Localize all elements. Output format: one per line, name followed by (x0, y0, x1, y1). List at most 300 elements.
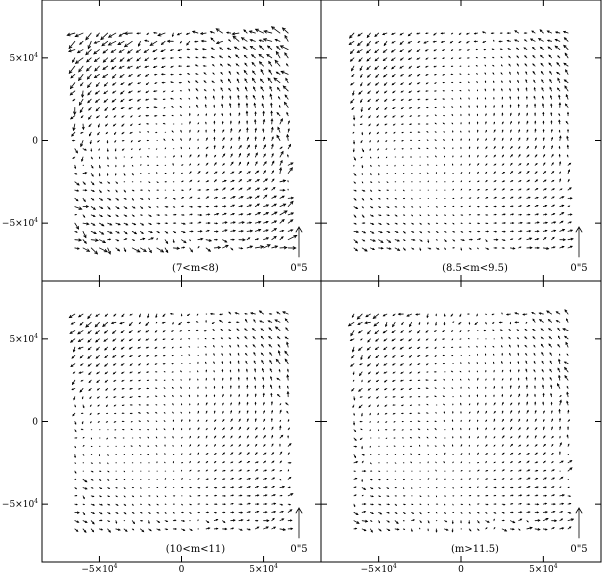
vector (71, 364, 75, 367)
vector (108, 488, 110, 489)
vector (99, 496, 101, 497)
vector (198, 164, 199, 165)
vector (459, 41, 461, 42)
vector-head (73, 140, 74, 141)
vector-head (510, 97, 511, 98)
vector (402, 140, 403, 141)
vector (477, 206, 478, 207)
vector (244, 70, 247, 74)
vector (116, 231, 119, 233)
vector (119, 66, 124, 68)
vector (502, 138, 503, 140)
vector (494, 197, 496, 198)
vector (417, 58, 420, 59)
vector (154, 107, 157, 108)
vector (555, 46, 560, 49)
vector (282, 28, 288, 33)
vector-head (385, 116, 386, 117)
vector (264, 205, 269, 207)
vector (568, 170, 570, 173)
vector-head (426, 58, 427, 59)
vector (247, 238, 250, 240)
vector (452, 107, 453, 108)
vector-head (122, 116, 123, 117)
vector (502, 122, 503, 124)
vector (173, 214, 175, 215)
vector (132, 198, 133, 200)
vector (244, 55, 247, 57)
vector (401, 91, 403, 92)
vector (534, 80, 535, 82)
vector (131, 429, 132, 430)
vector (477, 214, 479, 215)
vector (519, 113, 520, 115)
vector (494, 164, 496, 165)
vector (75, 165, 76, 168)
vector (401, 99, 403, 100)
vector (453, 215, 454, 216)
vector (403, 190, 404, 191)
vector-head (535, 121, 536, 122)
vector (409, 66, 411, 68)
vector (254, 120, 255, 124)
vector-head (470, 248, 471, 249)
vector (502, 155, 503, 157)
vector (535, 197, 538, 198)
vector (379, 223, 381, 224)
vector (477, 147, 478, 149)
vector (116, 190, 117, 192)
vector-head (426, 66, 427, 67)
vector (196, 74, 198, 75)
vector (73, 372, 74, 373)
vector (94, 50, 100, 54)
vector (501, 73, 502, 74)
vector-head (107, 175, 108, 176)
vector (206, 189, 208, 190)
vector (552, 163, 554, 165)
vector (357, 50, 362, 53)
vector (98, 124, 99, 127)
vector-head (527, 105, 528, 106)
vector-head (109, 521, 110, 522)
vector (353, 149, 354, 152)
vector (277, 113, 280, 116)
vector (274, 78, 280, 83)
vector (120, 58, 124, 61)
vector (494, 138, 495, 140)
vector (362, 215, 364, 217)
vector (132, 215, 134, 216)
vector (178, 50, 181, 51)
vector (486, 189, 487, 190)
vector (239, 230, 243, 231)
vector (155, 115, 157, 116)
vector (137, 33, 140, 34)
vector (188, 81, 189, 82)
vector-head (114, 405, 115, 406)
vector (99, 488, 101, 489)
vector-head (205, 90, 206, 91)
vector (131, 413, 133, 414)
vector-head (188, 74, 189, 75)
vector-head (174, 198, 175, 199)
vector (245, 63, 247, 66)
vector (264, 145, 266, 149)
vector (350, 58, 353, 61)
vector-head (559, 155, 560, 156)
vector (83, 240, 86, 244)
vector (70, 331, 75, 334)
vector (441, 33, 444, 34)
vector-head (146, 115, 147, 116)
vector (121, 91, 124, 94)
vector (362, 132, 363, 134)
vector-head (503, 164, 504, 165)
vector (469, 189, 470, 190)
vector-head (485, 81, 486, 82)
vector (272, 188, 275, 191)
vector (376, 91, 378, 93)
vector (91, 190, 94, 191)
vector-head (535, 113, 536, 114)
vector (386, 132, 387, 133)
vector (239, 180, 241, 182)
vector (384, 66, 387, 69)
vector (452, 50, 453, 51)
vector-head (190, 130, 191, 131)
vector-head (166, 223, 167, 224)
vector (182, 190, 184, 191)
vector-head (520, 181, 521, 182)
vector (264, 213, 269, 215)
vector-head (388, 207, 389, 208)
vector (253, 96, 255, 100)
vector (559, 155, 560, 157)
vector (153, 50, 157, 52)
vector (354, 190, 356, 191)
vector-head (429, 232, 430, 233)
vector (493, 73, 494, 74)
vector (113, 74, 116, 78)
vector (161, 50, 165, 52)
vector (256, 29, 264, 33)
vector (527, 155, 529, 157)
vector (261, 87, 264, 91)
vector (188, 74, 190, 75)
vector (75, 455, 76, 458)
vector (103, 322, 108, 326)
vector-head (478, 189, 479, 190)
vector-head (496, 247, 497, 248)
vector (182, 223, 185, 224)
vector (452, 115, 453, 116)
vector (198, 206, 201, 207)
vector (526, 80, 527, 83)
vector (75, 231, 77, 232)
vector (502, 231, 505, 232)
vector (461, 215, 462, 216)
vector-head (175, 223, 176, 224)
vector (81, 83, 83, 86)
vector (552, 197, 554, 198)
vector (182, 247, 185, 248)
vector (239, 121, 240, 124)
vector (87, 58, 91, 62)
vector (477, 74, 478, 75)
vector-head (459, 50, 460, 51)
vector (72, 132, 75, 136)
vector (272, 171, 274, 174)
vector (353, 132, 354, 133)
vector-head (206, 130, 207, 131)
vector (121, 83, 124, 85)
vector-head (164, 123, 165, 124)
vector (508, 49, 510, 50)
vector (533, 56, 535, 58)
vector (255, 145, 256, 149)
vector (125, 41, 133, 46)
vector (477, 223, 479, 224)
vector (99, 504, 102, 505)
vector (392, 66, 395, 69)
vector (96, 364, 99, 366)
vector (362, 248, 367, 251)
vector (231, 188, 234, 190)
vector (543, 214, 546, 215)
vector (259, 62, 263, 66)
vector-head (239, 121, 240, 122)
vector (354, 157, 355, 160)
vector (122, 314, 124, 317)
vector (214, 223, 217, 224)
vector (198, 238, 203, 240)
vector (276, 52, 280, 58)
vector-head (486, 139, 487, 140)
vector-head (518, 97, 519, 98)
vector (112, 99, 116, 102)
vector (369, 107, 371, 109)
vector-head (117, 505, 118, 506)
vector (132, 174, 133, 175)
vector (484, 49, 485, 50)
vector-head (215, 155, 216, 156)
vector (408, 41, 411, 43)
vector-head (180, 74, 181, 75)
vector (288, 220, 293, 223)
vector (223, 172, 225, 174)
vector (477, 164, 478, 166)
vector (83, 173, 87, 174)
vector (541, 72, 543, 75)
vector (518, 122, 519, 124)
vector (392, 41, 395, 43)
vector (129, 322, 132, 325)
vector (146, 83, 148, 85)
vector (223, 206, 226, 207)
vector (394, 132, 395, 133)
vector (127, 58, 132, 61)
vector-head (182, 181, 183, 182)
vector (204, 65, 207, 66)
vector (168, 40, 174, 42)
vector-head (106, 406, 107, 407)
vector (270, 87, 272, 91)
vector (354, 207, 358, 209)
vector-head (198, 247, 199, 248)
vector (519, 172, 521, 174)
vector (395, 223, 397, 224)
vector (164, 123, 166, 124)
vector-head (567, 155, 568, 156)
vector (518, 89, 519, 91)
vector (527, 172, 529, 174)
vector (556, 32, 560, 33)
vector (517, 64, 518, 66)
vector (502, 206, 504, 207)
vector (502, 130, 503, 132)
vector-head (502, 105, 503, 106)
vector (171, 50, 174, 51)
vector (499, 41, 502, 42)
vector (395, 240, 399, 242)
vector-head (404, 240, 405, 241)
vector (154, 99, 157, 100)
vector (244, 30, 247, 33)
vector-head (199, 190, 200, 191)
vector (95, 66, 100, 71)
vector (272, 236, 276, 239)
vector (113, 91, 116, 93)
vector (280, 220, 284, 224)
vector (72, 380, 74, 384)
vector (129, 347, 132, 349)
vector (190, 248, 193, 252)
vector (567, 137, 568, 141)
vector (461, 173, 462, 174)
vector-head (139, 364, 140, 365)
vector-head (378, 149, 379, 150)
vector-head (182, 190, 183, 191)
vector (140, 496, 141, 497)
vector (519, 231, 522, 232)
vector (124, 231, 127, 233)
vector (418, 83, 420, 84)
vector (552, 237, 555, 239)
vector (113, 339, 116, 341)
vector-head (503, 172, 504, 173)
vector (477, 231, 479, 232)
vector-head (520, 238, 521, 239)
vector (287, 64, 289, 66)
x-tick-label: $-5\times 10^4$ (81, 563, 118, 573)
vector (132, 231, 136, 233)
vector (229, 40, 231, 41)
vector (486, 223, 488, 224)
vector (527, 105, 528, 107)
vector-head (396, 223, 397, 224)
vector (222, 114, 223, 116)
vector (124, 529, 127, 531)
vector (354, 240, 357, 243)
vector (285, 36, 288, 42)
vector (198, 123, 199, 124)
vector (560, 246, 564, 248)
vector (108, 190, 110, 191)
vector (469, 239, 472, 240)
vector (285, 53, 288, 58)
vector (548, 47, 551, 50)
vector (162, 41, 166, 44)
vector (486, 180, 487, 181)
vector-head (164, 139, 165, 140)
vector-head (204, 65, 205, 66)
vector (231, 213, 234, 214)
vector (510, 214, 513, 215)
vector (534, 88, 535, 91)
vector-head (568, 130, 569, 131)
vector (214, 189, 217, 190)
vector (276, 72, 280, 74)
vector-head (130, 133, 131, 134)
vector (525, 33, 527, 34)
vector (171, 98, 173, 99)
vector-head (200, 206, 201, 207)
vector (79, 347, 84, 349)
vector (108, 248, 111, 254)
vector (370, 207, 372, 208)
vector (83, 182, 85, 184)
vector (502, 214, 505, 215)
vector (246, 111, 248, 115)
vector-head (519, 147, 520, 148)
vector (149, 238, 153, 240)
vector-head (122, 413, 123, 414)
vector-head (502, 97, 503, 98)
vector (486, 156, 487, 157)
vector (98, 141, 100, 142)
vector-head (99, 167, 100, 168)
vector-head (214, 105, 215, 106)
vector (146, 91, 148, 93)
vector (564, 80, 568, 83)
vector-head (418, 42, 419, 43)
vector (403, 223, 405, 224)
vector-head (512, 206, 513, 207)
vector (540, 47, 543, 49)
vector-head (371, 191, 372, 192)
vector-head (190, 122, 191, 123)
vector-head (370, 150, 371, 151)
vector-head (510, 81, 511, 82)
vector (264, 38, 272, 41)
panel-label: (7<m<8) (172, 263, 219, 274)
vector-head (495, 181, 496, 182)
vector (190, 138, 191, 140)
vector (217, 41, 223, 43)
vector (461, 181, 462, 182)
vector (130, 380, 132, 381)
vector (221, 80, 222, 83)
vector (83, 198, 85, 201)
vector (164, 107, 165, 108)
vector (420, 207, 421, 208)
vector (118, 41, 124, 44)
vector (136, 50, 140, 53)
vector (99, 174, 100, 176)
vector (179, 66, 182, 67)
vector (408, 33, 411, 36)
